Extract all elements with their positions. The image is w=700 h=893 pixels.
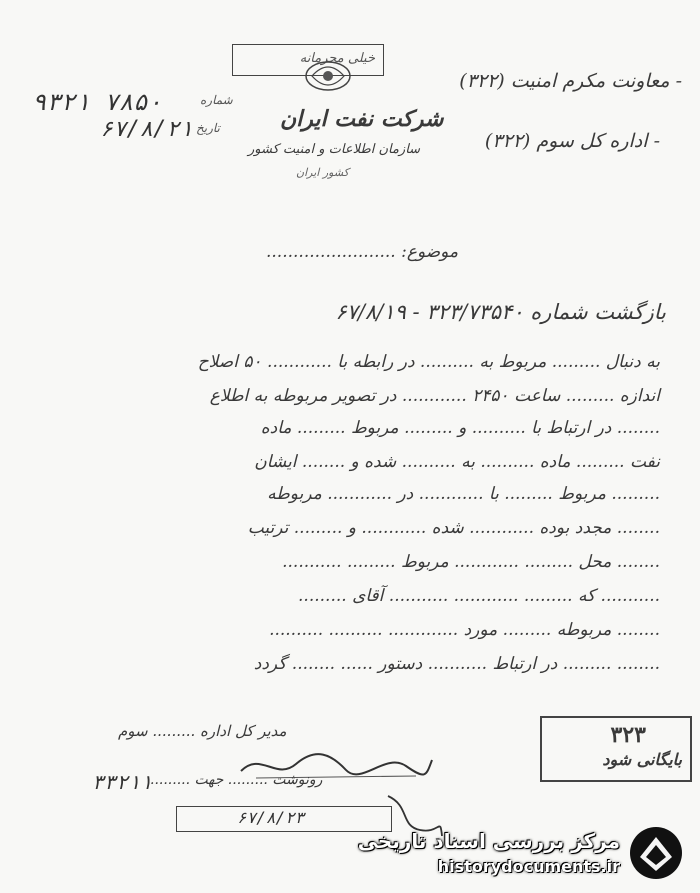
subject-line: موضوع: ........................ <box>266 242 459 262</box>
watermark <box>357 825 684 883</box>
bottom-date: ۶۷/۸/۲۳ <box>237 808 305 827</box>
classification-stamp-text: خیلی محرمانه <box>299 51 375 66</box>
emblem-icon <box>298 54 358 98</box>
recipient-line-2: - اداره کل سوم (۳۲۲) <box>484 130 660 152</box>
body-line-3: ........ در ارتباط با .......... و ......... مربوط ......... ماده <box>260 418 660 438</box>
reference-line: بازگشت شماره ۳۲۳/۷۳۵۴۰ - ۶۷/۸/۱۹ <box>335 300 666 324</box>
watermark-title: مرکز بررسی اسناد تاریخی <box>357 829 620 853</box>
body-line-5: ......... مربوط ......... با ............ در ............ مربوطه <box>267 484 660 504</box>
letter-number-label: شماره <box>200 93 233 107</box>
watermark-logo-icon <box>628 825 684 881</box>
org-subtitle: سازمان اطلاعات و امنیت کشور <box>248 142 421 157</box>
closing-line: مدیر کل اداره ......... سوم <box>118 722 287 740</box>
archive-box-text: بایگانی شود <box>602 750 682 769</box>
body-line-1: به دنبال ......... مربوط به .......... در رابطه با ............ ۵۰ اصلاح <box>197 352 660 372</box>
signature-line: رونوشت ......... جهت ......... <box>150 772 323 788</box>
archive-box <box>540 716 692 782</box>
body-line-4: نفت ......... ماده .......... به .......... شده و ........ ایشان <box>254 452 660 472</box>
org-title: شرکت نفت ایران <box>280 106 444 132</box>
archive-box-number: ۳۲۳ <box>610 722 646 748</box>
org-small: کشور ایران <box>296 166 349 179</box>
body-line-10: ........ ......... در ارتباط ........... دستور ...... ........ گردد <box>253 654 660 674</box>
letter-date-label: تاریخ <box>196 121 220 135</box>
body-line-7: ........ محل ......... ............ مربوط ......... ........... <box>282 552 660 572</box>
body-line-8: ........... که ......... ............ ........... آقای ......... <box>298 586 660 606</box>
letter-date: ۶۷/۸/۲۱ <box>100 117 193 142</box>
recipient-line-1: - معاونت مکرم امنیت (۳۲۲) <box>459 70 682 92</box>
watermark-url: historydocuments.ir <box>437 857 620 876</box>
body-line-6: ........ مجدد بوده ............ شده ............ و ......... ترتیب <box>247 518 660 538</box>
bottom-number: ۳۳۲۱۱ <box>92 770 153 794</box>
body-line-9: ........ مربوطه ......... مورد ............. .......... .......... <box>269 620 660 640</box>
letter-number: ۹۳۲۱ ۷۸۵۰ <box>32 88 163 116</box>
body-line-2: اندازه ......... ساعت ۲۴۵۰ ............ در تصویر مربوطه به اطلاع <box>209 386 660 406</box>
